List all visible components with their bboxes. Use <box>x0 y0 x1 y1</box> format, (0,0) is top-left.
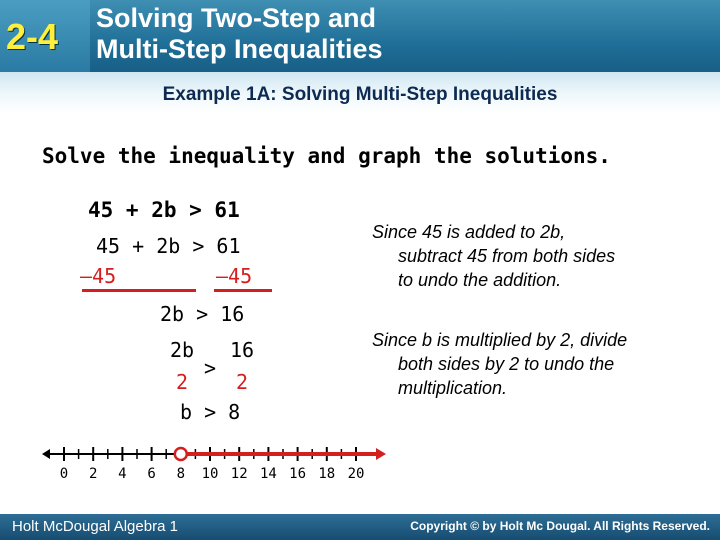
frac-left-denominator: 2 <box>176 370 189 394</box>
lesson-title-line1: Solving Two-Step and <box>96 3 376 33</box>
tick-label: 18 <box>318 466 336 482</box>
tick-label: 10 <box>201 466 219 482</box>
tick-label: 20 <box>347 466 365 482</box>
lesson-number: 2-4 <box>6 16 59 57</box>
right-arrow-icon <box>376 448 386 460</box>
tick-label: 4 <box>118 466 127 482</box>
tick-label: 8 <box>176 466 186 482</box>
step2-inequality: 2b > 16 <box>160 302 245 326</box>
explanation-note-2 <box>372 328 627 400</box>
number-line <box>40 440 390 490</box>
tick-label: 2 <box>88 466 98 482</box>
note1-line1: Since 45 is added to 2b, <box>372 222 566 242</box>
original-inequality: 45 + 2b > 61 <box>88 198 240 222</box>
underline-left <box>82 289 196 292</box>
frac-right-numerator: 16 <box>230 338 255 362</box>
open-circle <box>175 448 187 460</box>
subtract-right: –45 <box>216 264 253 288</box>
frac-right-denominator: 2 <box>236 370 249 394</box>
frac-operator: > <box>204 356 217 380</box>
lesson-title-line2: Multi-Step Inequalities <box>96 34 383 64</box>
slide-footer <box>0 514 720 540</box>
tick-label: 16 <box>289 466 307 482</box>
tick-label: 12 <box>230 466 248 482</box>
note1-line2: subtract 45 from both sides <box>398 246 616 266</box>
note2-line3: multiplication. <box>398 378 508 398</box>
subtract-left: –45 <box>80 264 117 288</box>
explanation-note-1 <box>372 220 615 292</box>
footer-copyright: Copyright © by Holt Mc Dougal. All Rights Reserved. <box>410 519 710 533</box>
example-title: Example 1A: Solving Multi-Step Inequalities <box>162 84 558 105</box>
lesson-badge <box>0 0 90 72</box>
note1-line3: to undo the addition. <box>398 270 562 290</box>
tick-label: 6 <box>147 466 156 482</box>
footer-course: Holt McDougal Algebra 1 <box>12 518 178 535</box>
result-inequality: b > 8 <box>180 400 241 424</box>
frac-left-numerator: 2b <box>170 338 195 362</box>
note2-line1: Since b is multiplied by 2, divide <box>372 330 628 350</box>
note2-line2: both sides by 2 to undo the <box>398 354 615 374</box>
instruction-text: Solve the inequality and graph the solutions. <box>42 144 611 168</box>
tick-label: 14 <box>259 466 277 482</box>
step1-inequality: 45 + 2b > 61 <box>96 234 241 258</box>
tick-label: 0 <box>59 466 69 482</box>
left-arrow-icon <box>42 449 50 459</box>
underline-right <box>214 289 272 292</box>
slide-header <box>0 0 720 72</box>
